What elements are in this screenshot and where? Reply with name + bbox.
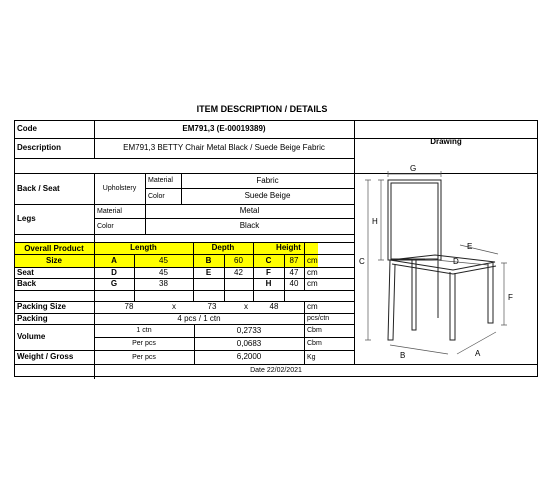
length-code-a: A — [111, 256, 117, 265]
length-header: Length — [130, 243, 157, 252]
legs-material-value: Metal — [239, 206, 260, 215]
packing-size-unit: cm — [307, 302, 318, 311]
upholstery-label: Upholstery — [102, 185, 137, 192]
back-seat-label: Back / Seat — [17, 183, 60, 193]
packing-unit: pcs/ctn — [307, 315, 330, 322]
packing-size-label: Packing Size — [17, 302, 66, 311]
dim-label-d: D — [453, 257, 459, 266]
dim-label-c: C — [359, 257, 365, 266]
depth-code-b: B — [205, 256, 212, 265]
dim-label-a: A — [475, 349, 481, 358]
height-value-c: 87 — [289, 256, 299, 265]
depth-value-e: 42 — [234, 267, 243, 277]
volume-unit-pcs: Cbm — [307, 340, 322, 347]
packing-size-length: 78 — [124, 302, 134, 311]
weight-label: Weight / Gross — [17, 352, 74, 361]
unit-seat: cm — [307, 267, 318, 277]
dim-label-g: G — [410, 164, 417, 173]
legs-color-value: Black — [239, 221, 260, 230]
unit-back: cm — [307, 279, 318, 288]
height-code-c: C — [265, 256, 272, 265]
seat-label: Seat — [17, 267, 34, 277]
volume-value-pcs: 0,0683 — [236, 338, 262, 348]
upholstery-material-label: Material — [148, 177, 173, 184]
length-code-g: G — [110, 279, 118, 288]
volume-basis-pcs: Per pcs — [132, 340, 156, 347]
volume-label: Volume — [17, 332, 46, 341]
legs-color-label: Color — [97, 222, 114, 230]
weight-value: 6,2000 — [236, 352, 262, 361]
packing-size-height: 48 — [269, 302, 279, 311]
dim-label-f: F — [508, 293, 513, 302]
length-value-d: 45 — [159, 267, 168, 277]
length-code-d: D — [111, 267, 117, 277]
volume-unit-ctn: Cbm — [307, 327, 322, 334]
length-value-a: 45 — [159, 256, 168, 265]
description-label: Description — [17, 143, 62, 152]
weight-unit: Kg — [307, 353, 316, 361]
packing-size-x2: x — [244, 302, 248, 311]
dim-label-h: H — [372, 217, 378, 226]
dim-label-b: B — [400, 351, 406, 360]
description-value: EM791,3 BETTY Chair Metal Black / Suede Beige Fabric — [123, 143, 325, 152]
height-value-h: 40 — [289, 279, 299, 288]
legs-label: Legs — [17, 214, 36, 223]
back-label: Back — [17, 279, 37, 288]
depth-header: Depth — [211, 243, 235, 252]
packing-value: 4 pcs / 1 ctn — [177, 313, 221, 323]
code-label: Code — [17, 124, 37, 133]
dim-label-e: E — [467, 242, 473, 251]
height-value-f: 47 — [289, 267, 299, 277]
upholstery-material-value: Fabric — [256, 175, 279, 185]
height-header: Height — [276, 243, 301, 252]
overall-size-label-line1: Overall Product — [24, 243, 84, 253]
legs-material-label: Material — [97, 207, 122, 215]
depth-value-b: 60 — [234, 256, 243, 265]
packing-size-width: 73 — [207, 302, 217, 311]
dimension-lines — [365, 171, 507, 354]
overall-size-label-line2: Size — [45, 256, 62, 265]
upholstery-color-label: Color — [148, 192, 165, 200]
upholstery-color-value: Suede Beige — [244, 191, 291, 200]
code-value: EM791,3 (E-00019389) — [182, 124, 266, 133]
weight-basis: Per pcs — [132, 353, 156, 361]
date-label: Date 22/02/2021 — [250, 366, 302, 374]
drawing-label: Drawing — [430, 137, 462, 146]
volume-value-ctn: 0,2733 — [236, 325, 262, 335]
length-value-g: 38 — [159, 279, 168, 288]
volume-basis-ctn: 1 ctn — [136, 327, 152, 334]
height-code-h: H — [265, 279, 272, 288]
depth-code-e: E — [205, 267, 212, 277]
packing-label: Packing — [17, 313, 48, 323]
height-code-f: F — [266, 267, 271, 277]
chair-outline — [388, 180, 496, 340]
packing-size-x1: x — [172, 302, 176, 311]
unit-overall: cm — [307, 256, 318, 265]
page-title: ITEM DESCRIPTION / DETAILS — [196, 104, 328, 114]
chair-drawing — [350, 160, 530, 365]
